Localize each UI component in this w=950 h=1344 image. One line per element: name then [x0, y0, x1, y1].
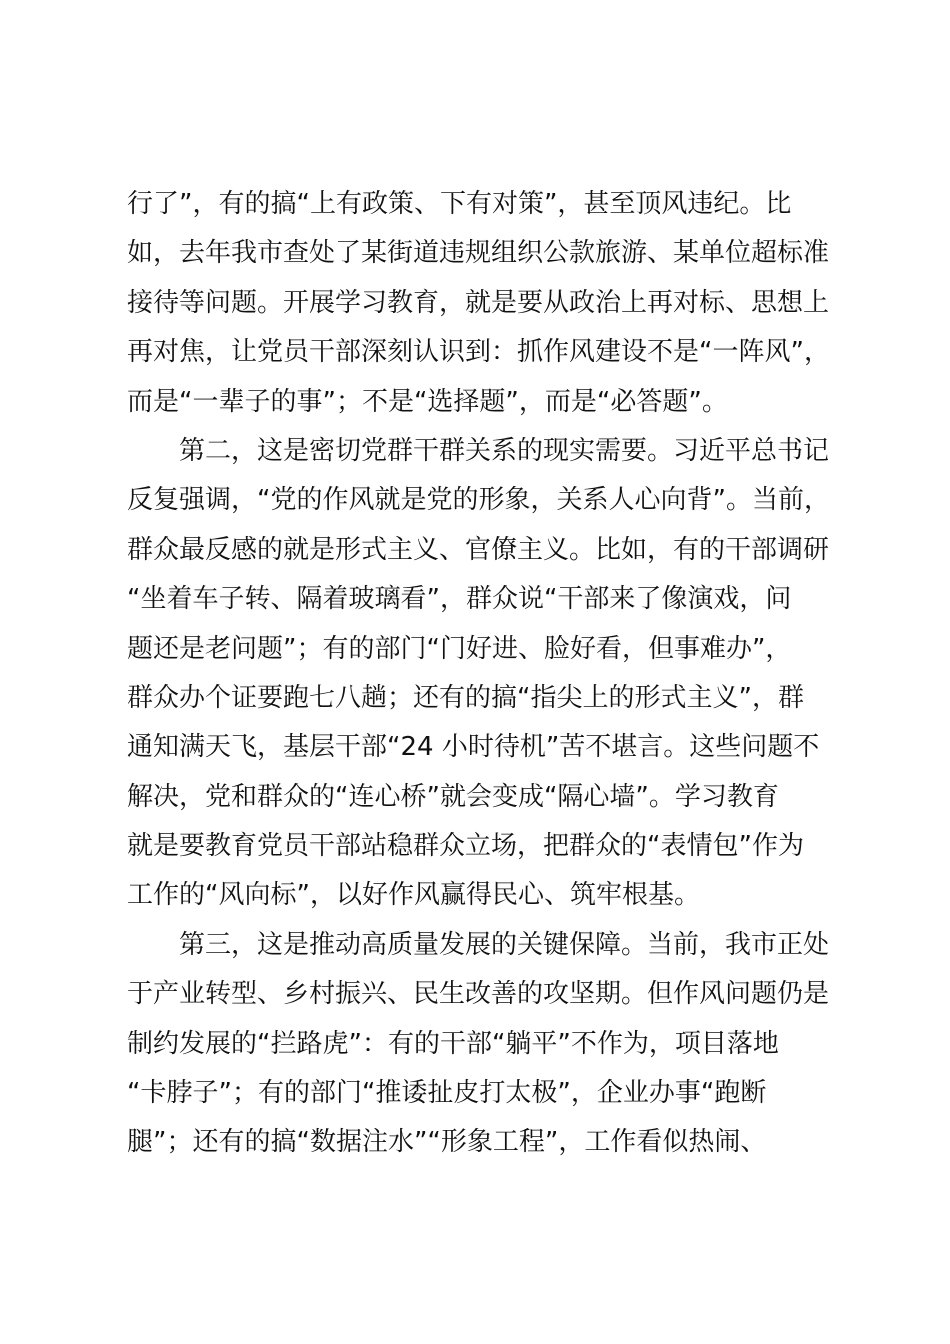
- text-line: 工作的“风向标”，以好作风赢得民心、筑牢根基。: [127, 880, 700, 911]
- text-line: 如，去年我市查处了某街道违规组织公款旅游、某单位超标准: [127, 238, 830, 269]
- text-line: 反复强调，“党的作风就是党的形象，关系人心向背”。当前，: [127, 485, 830, 516]
- text-line: 解决，党和群众的“连心桥”就会变成“隔心墙”。学习教育: [127, 781, 779, 812]
- text-line: 群众办个证要跑七八趟；还有的搞“指尖上的形式主义”，群: [127, 682, 804, 713]
- text-line: 第二，这是密切党群干群关系的现实需要。习近平总书记: [127, 435, 830, 466]
- text-line: 行了”，有的搞“上有政策、下有对策”，甚至顶风违纪。比: [127, 189, 792, 219]
- text-line: 通知满天飞，基层干部“24 小时待机”苦不堪言。这些问题不: [127, 732, 820, 763]
- text-line: 接待等问题。开展学习教育，就是要从政治上再对标、思想上: [127, 287, 830, 318]
- text-line: 于产业转型、乡村振兴、民生改善的攻坚期。但作风问题仍是: [127, 979, 830, 1010]
- text-line: 题还是老问题”；有的部门“门好进、脸好看，但事难办”，: [127, 633, 792, 664]
- text-line: 群众最反感的就是形式主义、官僚主义。比如，有的干部调研: [127, 534, 830, 565]
- text-line: 制约发展的“拦路虎”：有的干部“躺平”不作为，项目落地: [127, 1028, 779, 1059]
- text-line: “卡脖子”；有的部门“推诿扯皮打太极”，企业办事“跑断: [127, 1078, 767, 1109]
- text-line: 再对焦，让党员干部深刻认识到：抓作风建设不是“一阵风”，: [127, 337, 830, 368]
- text-line: “坐着车子转、隔着玻璃看”，群众说“干部来了像演戏，问: [127, 584, 792, 615]
- document-body: [127, 180, 857, 1168]
- text-line: 就是要教育党员干部站稳群众立场，把群众的“表情包”作为: [127, 831, 804, 862]
- text-line: 而是“一辈子的事”；不是“选择题”，而是“必答题”。: [127, 386, 728, 417]
- text-line: 腿”；还有的搞“数据注水”“形象工程”，工作看似热闹、: [127, 1127, 767, 1158]
- text-line: 第三，这是推动高质量发展的关键保障。当前，我市正处: [127, 929, 830, 960]
